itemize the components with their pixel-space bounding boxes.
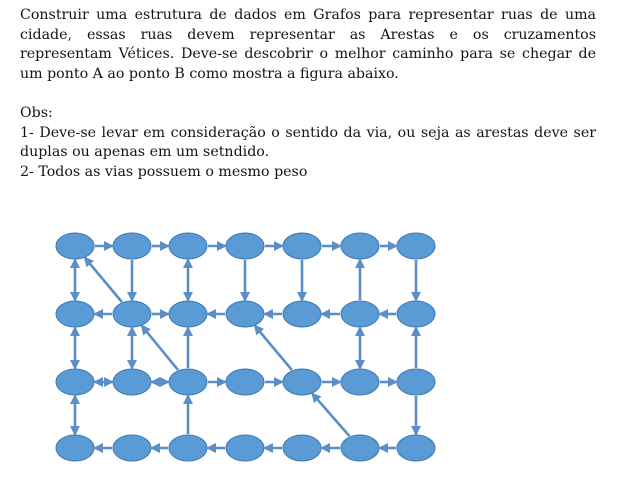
graph-node xyxy=(169,301,207,327)
graph-node xyxy=(56,435,94,461)
graph-node xyxy=(397,233,435,259)
graph-node xyxy=(226,435,264,461)
diagonal-edge-arrow xyxy=(255,326,292,370)
graph-node xyxy=(56,233,94,259)
graph-node xyxy=(397,369,435,395)
diagonal-edge-arrow xyxy=(313,394,350,436)
graph-node xyxy=(341,233,379,259)
graph-node xyxy=(283,233,321,259)
graph-node xyxy=(283,435,321,461)
obs-label: Obs: xyxy=(20,104,53,121)
graph-node xyxy=(341,435,379,461)
obs-item-1: 1- Deve-se levar em consideração o sentido da via, ou seja as arestas deve ser duplas ou apenas em um setndido. xyxy=(20,124,596,161)
graph-node xyxy=(341,369,379,395)
intro-paragraph: Construir uma estrutura de dados em Grafos para representar ruas de uma cidade, essas ruas devem representar as Arestas e os cruzamentos representam Vétices. Deve-se descobrir o melhor caminho para se chegar de um ponto A ao ponto B como mostra a figura abaixo. xyxy=(20,7,596,82)
graph-node xyxy=(397,435,435,461)
graph-node xyxy=(113,301,151,327)
graph-node xyxy=(226,369,264,395)
graph-node xyxy=(113,435,151,461)
graph-node xyxy=(113,233,151,259)
graph-node xyxy=(283,301,321,327)
graph-node xyxy=(226,233,264,259)
diagonal-edge-arrow xyxy=(85,258,122,302)
diagonal-edge-arrow xyxy=(142,326,178,370)
graph-node xyxy=(169,233,207,259)
graph-node xyxy=(283,369,321,395)
graph-node xyxy=(56,369,94,395)
graph-node xyxy=(56,301,94,327)
graph-node xyxy=(169,435,207,461)
edges-layer xyxy=(75,246,416,448)
graph-node xyxy=(169,369,207,395)
graph-node xyxy=(397,301,435,327)
graph-node xyxy=(341,301,379,327)
graph-node xyxy=(226,301,264,327)
graph-node xyxy=(113,369,151,395)
obs-item-2: 2- Todos as vias possuem o mesmo peso xyxy=(20,163,308,180)
